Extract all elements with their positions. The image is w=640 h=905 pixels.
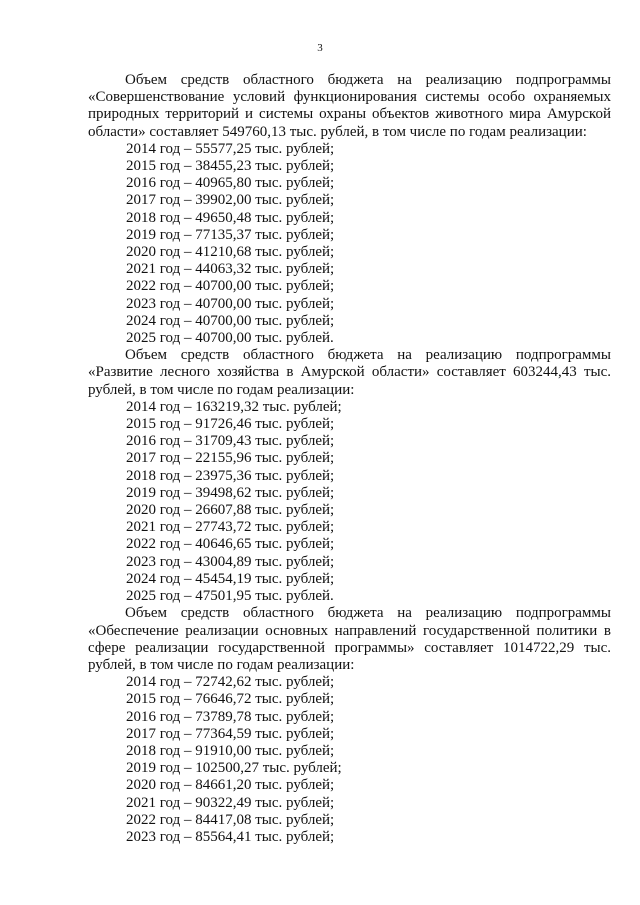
year-line: 2016 год – 40965,80 тыс. рублей;	[126, 175, 335, 192]
year-line: 2014 год – 72742,62 тыс. рублей;	[126, 674, 335, 691]
year-line: 2023 год – 40700,00 тыс. рублей;	[126, 295, 335, 312]
year-line: 2014 год – 55577,25 тыс. рублей;	[126, 140, 335, 157]
year-line: 2025 год – 40700,00 тыс. рублей.	[126, 330, 334, 347]
year-line: 2015 год – 76646,72 тыс. рублей;	[126, 691, 335, 708]
year-line: 2015 год – 91726,46 тыс. рублей;	[126, 416, 335, 433]
year-line: 2023 год – 85564,41 тыс. рублей;	[126, 828, 335, 845]
year-line: 2023 год – 43004,89 тыс. рублей;	[126, 553, 335, 570]
year-line: 2017 год – 77364,59 тыс. рублей;	[126, 725, 335, 742]
year-line: 2019 год – 39498,62 тыс. рублей;	[126, 484, 335, 501]
subprogram-2-intro: Объем средств областного бюджета на реализацию подпрограммы «Развитие лесного хозяйства в Амурской области» составляет 603244,43 тыс. рублей, в том числе по годам реализации:	[88, 347, 611, 398]
year-line: 2016 год – 31709,43 тыс. рублей;	[126, 433, 335, 450]
year-line: 2022 год – 84417,08 тыс. рублей;	[126, 811, 335, 828]
year-line: 2017 год – 22155,96 тыс. рублей;	[126, 450, 335, 467]
subprogram-1-year-list	[88, 141, 611, 347]
year-line: 2021 год – 27743,72 тыс. рублей;	[126, 519, 335, 536]
year-line: 2021 год – 44063,32 тыс. рублей;	[126, 261, 335, 278]
year-line: 2018 год – 23975,36 тыс. рублей;	[126, 467, 335, 484]
year-line: 2021 год – 90322,49 тыс. рублей;	[126, 794, 335, 811]
year-line: 2020 год – 26607,88 тыс. рублей;	[126, 502, 335, 519]
year-line: 2022 год – 40646,65 тыс. рублей;	[126, 536, 335, 553]
year-line: 2024 год – 40700,00 тыс. рублей;	[126, 312, 335, 329]
year-line: 2025 год – 47501,95 тыс. рублей.	[126, 588, 334, 605]
subprogram-3-intro: Объем средств областного бюджета на реализацию подпрограммы «Обеспечение реализации основных направлений государственной политики в сфере реализации государственной программы» составляет 1014722,29 тыс. рублей, в том числе по годам реализации:	[88, 605, 611, 673]
year-line: 2018 год – 49650,48 тыс. рублей;	[126, 209, 335, 226]
year-line: 2022 год – 40700,00 тыс. рублей;	[126, 278, 335, 295]
year-line: 2017 год – 39902,00 тыс. рублей;	[126, 192, 335, 209]
year-line: 2019 год – 77135,37 тыс. рублей;	[126, 226, 335, 243]
document-body	[88, 72, 611, 846]
year-line: 2016 год – 73789,78 тыс. рублей;	[126, 708, 335, 725]
year-line: 2019 год – 102500,27 тыс. рублей;	[126, 760, 342, 777]
year-line: 2015 год – 38455,23 тыс. рублей;	[126, 158, 335, 175]
year-line: 2018 год – 91910,00 тыс. рублей;	[126, 742, 335, 759]
year-line: 2024 год – 45454,19 тыс. рублей;	[126, 570, 335, 587]
page-number: 3	[317, 42, 323, 54]
subprogram-3-year-list	[88, 674, 611, 846]
subprogram-2-year-list	[88, 399, 611, 605]
subprogram-1-intro: Объем средств областного бюджета на реализацию подпрограммы «Совершенствование условий функционирования системы особо охраняемых природных территорий и системы охраны объектов животного мира Амурской области» составляет 549760,13 тыс. рублей, в том числе по годам реализации:	[88, 72, 611, 140]
year-line: 2014 год – 163219,32 тыс. рублей;	[126, 398, 342, 415]
year-line: 2020 год – 84661,20 тыс. рублей;	[126, 777, 335, 794]
year-line: 2020 год – 41210,68 тыс. рублей;	[126, 244, 335, 261]
